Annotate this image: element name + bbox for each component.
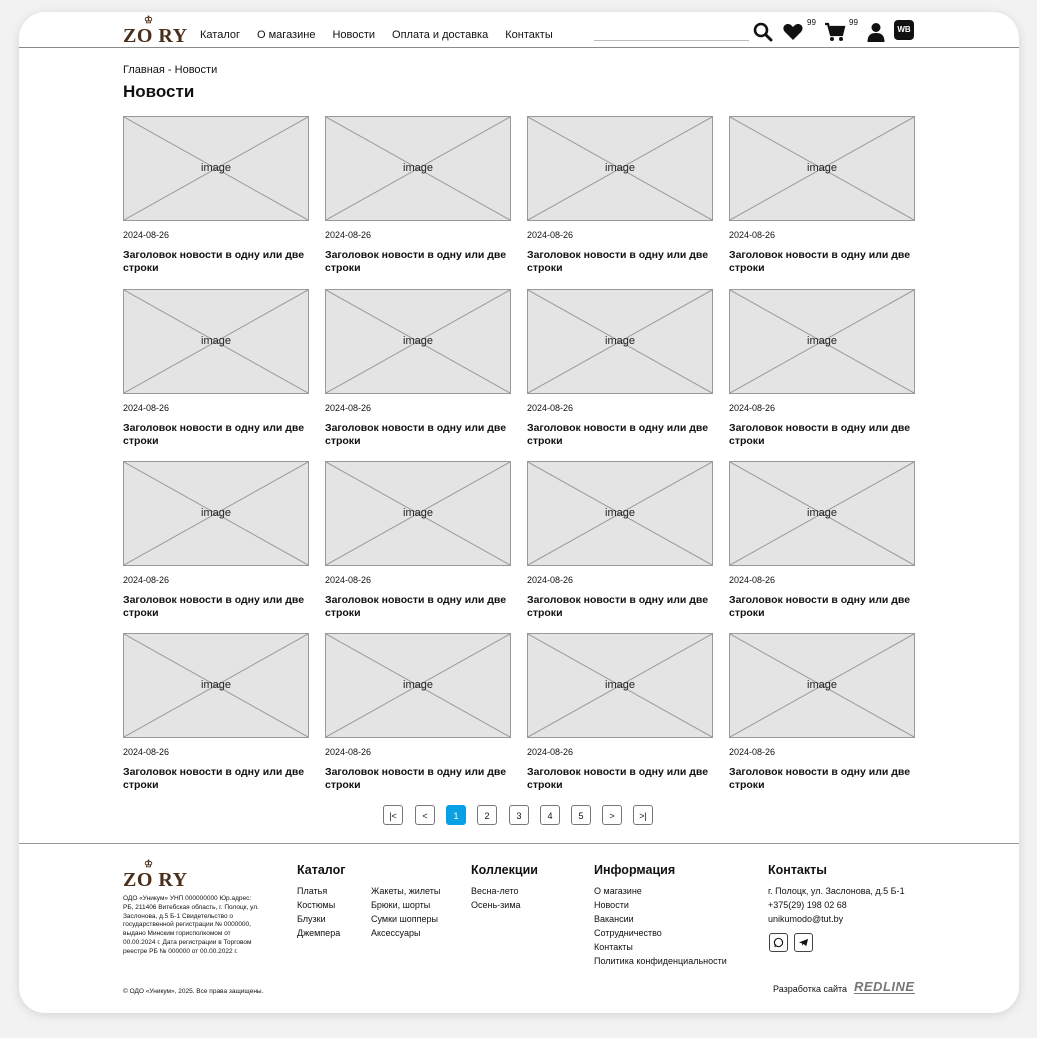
image-label: image (807, 335, 837, 347)
logo-text: ZO RY (123, 25, 188, 47)
news-card[interactable] (527, 289, 713, 448)
footer-divider (19, 843, 1019, 844)
news-image[interactable] (729, 289, 915, 394)
news-title[interactable]: Заголовок новости в одну или две строки (123, 249, 305, 274)
footer-contacts-title: Контакты (768, 863, 827, 877)
image-label: image (605, 679, 635, 691)
news-date: 2024-08-26 (123, 575, 170, 585)
footer-link[interactable]: Сотрудничество (594, 928, 662, 938)
header (19, 12, 1019, 48)
footer-link[interactable]: Аксессуары (371, 928, 421, 938)
footer-link[interactable]: Сумки шопперы (371, 914, 439, 924)
news-title[interactable]: Заголовок новости в одну или две строки (527, 594, 709, 619)
footer-catalog-col1 (297, 884, 340, 940)
nav-delivery[interactable]: Оплата и доставка (392, 29, 489, 41)
news-date: 2024-08-26 (123, 403, 170, 413)
news-card[interactable] (123, 633, 309, 792)
news-date: 2024-08-26 (527, 575, 574, 585)
image-label: image (807, 162, 837, 174)
news-title[interactable]: Заголовок новости в одну или две строки (729, 422, 911, 447)
page-button[interactable]: 3 (509, 805, 529, 825)
news-image[interactable] (527, 116, 713, 221)
news-image[interactable] (123, 461, 309, 566)
news-image[interactable] (729, 116, 915, 221)
search-icon[interactable] (752, 21, 774, 43)
news-title[interactable]: Заголовок новости в одну или две строки (527, 249, 709, 274)
news-card[interactable] (729, 633, 915, 792)
page-card (19, 12, 1019, 1013)
logo[interactable] (123, 15, 188, 48)
news-image[interactable] (123, 116, 309, 221)
legal-info: ОДО «Уникум» УНП 000000000 Юр.адрес: РБ, 211406 Витебская область, г. Полоцк, ул. Заслонова, д.5 Б-1 Свидетельство о государственной регистрации № 0000000, выдано Минским горисполкомом от 00.00.2024 г. Дата регистрации в Торговом реестре РБ № 000000 от 00.00.2022 г. (123, 895, 259, 955)
heart-icon[interactable] (782, 21, 804, 43)
news-title[interactable]: Заголовок новости в одну или две строки (123, 422, 305, 447)
news-image[interactable] (325, 633, 511, 738)
footer-link[interactable]: Вакансии (594, 914, 634, 924)
news-date: 2024-08-26 (729, 230, 776, 240)
news-card[interactable] (325, 461, 511, 620)
image-label: image (605, 507, 635, 519)
news-card[interactable] (729, 461, 915, 620)
footer-phone[interactable]: +375(29) 198 02 68 (768, 900, 847, 910)
footer-address: г. Полоцк, ул. Заслонова, д.5 Б-1 (768, 886, 905, 896)
footer-catalog-col2 (371, 884, 440, 940)
news-title[interactable]: Заголовок новости в одну или две строки (123, 594, 305, 619)
news-card[interactable] (123, 461, 309, 620)
wildberries-button[interactable]: WB (894, 20, 914, 40)
user-icon[interactable] (865, 21, 887, 43)
news-date: 2024-08-26 (325, 747, 372, 757)
image-label: image (605, 162, 635, 174)
news-image[interactable] (325, 461, 511, 566)
footer-catalog-title: Каталог (297, 863, 346, 877)
footer-link[interactable]: Платья (297, 886, 328, 896)
nav-catalog[interactable]: Каталог (200, 29, 240, 41)
footer-link[interactable]: Костюмы (297, 900, 336, 910)
footer-collections-title: Коллекции (471, 863, 538, 877)
copyright: © ОДО «Уникум», 2025. Все права защищены. (123, 988, 264, 995)
news-title[interactable]: Заголовок новости в одну или две строки (729, 594, 911, 619)
footer-logo-text: ZO RY (123, 869, 188, 891)
image-label: image (807, 507, 837, 519)
image-label: image (201, 162, 231, 174)
news-date: 2024-08-26 (527, 747, 574, 757)
news-image[interactable] (123, 633, 309, 738)
news-title[interactable]: Заголовок новости в одну или две строки (325, 249, 507, 274)
image-label: image (201, 507, 231, 519)
breadcrumb[interactable]: Главная - Новости (123, 64, 218, 76)
news-card[interactable] (325, 289, 511, 448)
footer-link[interactable]: Политика конфиденциальности (594, 956, 727, 966)
news-date: 2024-08-26 (123, 230, 170, 240)
image-label: image (403, 507, 433, 519)
page-button[interactable]: 5 (571, 805, 591, 825)
footer-email[interactable]: unikumodo@tut.by (768, 914, 844, 924)
footer-link[interactable]: Осень-зима (471, 900, 521, 910)
search-input[interactable] (594, 40, 749, 41)
nav-news[interactable]: Новости (332, 29, 376, 41)
footer-link[interactable]: Новости (594, 900, 629, 910)
page-button[interactable]: 2 (477, 805, 497, 825)
first-page-button[interactable]: |< (383, 805, 403, 825)
news-image[interactable] (325, 116, 511, 221)
page-button[interactable]: 4 (540, 805, 560, 825)
nav-contacts[interactable]: Контакты (505, 29, 553, 41)
news-card[interactable] (325, 116, 511, 275)
footer-link[interactable]: Весна-лето (471, 886, 519, 896)
footer-info-title: Информация (594, 863, 676, 877)
footer-link[interactable]: Джемпера (297, 928, 341, 938)
main-nav (200, 29, 553, 41)
image-label: image (403, 162, 433, 174)
telegram-icon[interactable] (794, 933, 813, 952)
news-title[interactable]: Заголовок новости в одну или две строки (123, 766, 305, 791)
image-label: image (403, 335, 433, 347)
news-title[interactable]: Заголовок новости в одну или две строки (325, 766, 507, 791)
news-title[interactable]: Заголовок новости в одну или две строки (527, 422, 709, 447)
news-title[interactable]: Заголовок новости в одну или две строки (325, 594, 507, 619)
favorites-count: 99 (807, 18, 816, 27)
image-label: image (605, 335, 635, 347)
cart-icon[interactable] (824, 21, 846, 43)
image-label: image (201, 679, 231, 691)
news-image[interactable] (729, 461, 915, 566)
developer-logo[interactable]: REDLINE (854, 979, 915, 994)
news-card[interactable] (123, 289, 309, 448)
news-card[interactable] (527, 461, 713, 620)
prev-page-button[interactable]: < (415, 805, 435, 825)
news-card[interactable] (123, 116, 309, 275)
news-date: 2024-08-26 (123, 747, 170, 757)
news-date: 2024-08-26 (325, 575, 372, 585)
news-card[interactable] (729, 116, 915, 275)
news-card[interactable] (325, 633, 511, 792)
page-title: Новости (123, 82, 195, 101)
news-date: 2024-08-26 (729, 403, 776, 413)
image-label: image (201, 335, 231, 347)
news-title[interactable]: Заголовок новости в одну или две строки (325, 422, 507, 447)
news-date: 2024-08-26 (527, 230, 574, 240)
footer-link[interactable]: О магазине (594, 886, 642, 896)
crown-icon: ♔ (144, 859, 154, 870)
news-title[interactable]: Заголовок новости в одну или две строки (729, 249, 911, 274)
next-page-button[interactable]: > (602, 805, 622, 825)
news-image[interactable] (729, 633, 915, 738)
page-button[interactable]: 1 (446, 805, 466, 825)
news-date: 2024-08-26 (527, 403, 574, 413)
news-card[interactable] (527, 633, 713, 792)
news-title[interactable]: Заголовок новости в одну или две строки (527, 766, 709, 791)
news-date: 2024-08-26 (325, 403, 372, 413)
news-date: 2024-08-26 (325, 230, 372, 240)
news-image[interactable] (527, 633, 713, 738)
news-card[interactable] (729, 289, 915, 448)
last-page-button[interactable]: >| (633, 805, 653, 825)
developer-label: Разработка сайта (773, 984, 848, 994)
footer-link[interactable]: Блузки (297, 914, 326, 924)
image-label: image (807, 679, 837, 691)
footer-link[interactable]: Брюки, шорты (371, 900, 431, 910)
news-title[interactable]: Заголовок новости в одну или две строки (729, 766, 911, 791)
crown-icon: ♔ (144, 15, 154, 26)
whatsapp-icon[interactable] (769, 933, 788, 952)
footer-link[interactable]: Контакты (594, 942, 633, 952)
news-card[interactable] (527, 116, 713, 275)
news-image[interactable] (325, 289, 511, 394)
cart-count: 99 (849, 18, 858, 27)
footer-collections (471, 884, 521, 912)
news-image[interactable] (527, 461, 713, 566)
footer-contacts (768, 884, 905, 926)
news-image[interactable] (527, 289, 713, 394)
news-date: 2024-08-26 (729, 747, 776, 757)
footer-info (594, 884, 727, 968)
image-label: image (403, 679, 433, 691)
news-date: 2024-08-26 (729, 575, 776, 585)
footer-link[interactable]: Жакеты, жилеты (371, 886, 441, 896)
footer-logo[interactable] (123, 859, 188, 892)
news-image[interactable] (123, 289, 309, 394)
nav-about[interactable]: О магазине (257, 29, 316, 41)
